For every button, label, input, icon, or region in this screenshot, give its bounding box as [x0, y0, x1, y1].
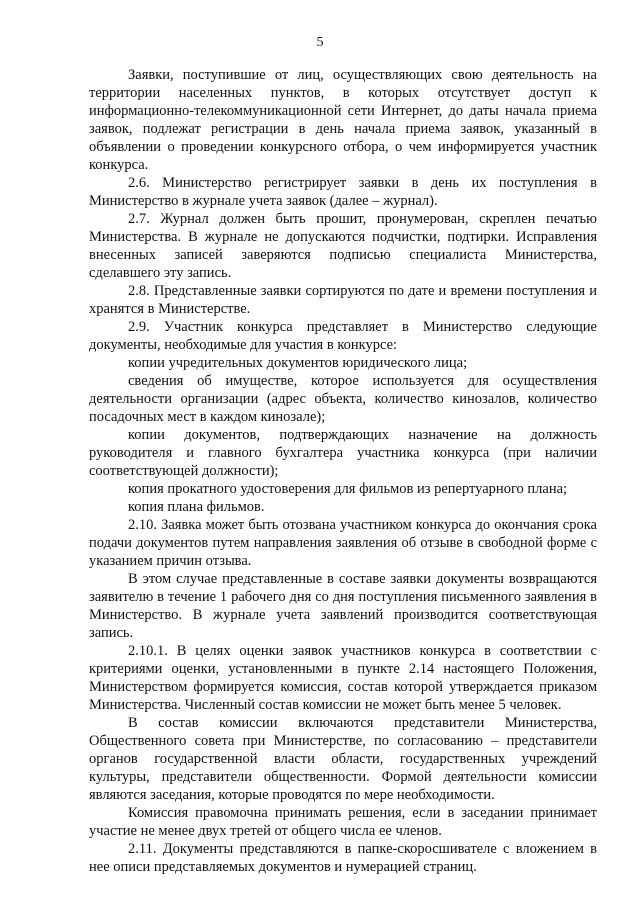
paragraph-2-8: 2.8. Представленные заявки сортируются по дате и времени поступления и хранятся в Министерстве.: [89, 283, 597, 317]
document-body: [89, 66, 597, 876]
paragraph-2-10-1: 2.10.1. В целях оценки заявок участников конкурса в соответствии с критериями оценки, установленными в пункте 2.14 настоящего Положения, Министерством формируется комиссия, состав которой утверждается приказом Министерства. Численный состав комиссии не может быть менее 5 человек.: [89, 643, 597, 713]
paragraph-commission-quorum: Комиссия правомочна принимать решения, если в заседании принимает участие не менее двух третей от общего числа ее членов.: [89, 805, 597, 839]
list-item-property-info: сведения об имуществе, которое используется для осуществления деятельности организации (адрес объекта, количество кинозалов, количество посадочных мест в каждом кинозале);: [89, 373, 597, 425]
list-item-founding-documents: копии учредительных документов юридического лица;: [128, 355, 468, 371]
paragraph-2-11: 2.11. Документы представляются в папке-скоросшивателе с вложением в нее описи представляемых документов и нумерацией страниц.: [89, 841, 597, 875]
paragraph-2-10: 2.10. Заявка может быть отозвана участником конкурса до окончания срока подачи документов путем направления заявления об отзыве в свободной форме с указанием причин отзыва.: [89, 517, 597, 569]
list-item-distribution-certificate: копия прокатного удостоверения для фильмов из репертуарного плана;: [128, 481, 568, 497]
paragraph-withdrawal-return: В этом случае представленные в составе заявки документы возвращаются заявителю в течение 1 рабочего дня со дня поступления письменного заявления в Министерство. В журнале учета заявлений производится соответствующая запись.: [89, 571, 597, 641]
paragraph-2-9: 2.9. Участник конкурса представляет в Министерство следующие документы, необходимые для участия в конкурсе:: [89, 319, 597, 353]
list-item-appointment-documents: копии документов, подтверждающих назначение на должность руководителя и главного бухгалтера участника конкурса (при наличии соответствующей должности);: [89, 427, 597, 479]
paragraph-2-7: 2.7. Журнал должен быть прошит, пронумерован, скреплен печатью Министерства. В журнале не допускаются подчистки, подтирки. Исправления внесенных записей заверяются подписью специалиста Министерства, сделавшего эту запись.: [89, 211, 597, 281]
list-item-film-plan: копия плана фильмов.: [128, 499, 265, 515]
paragraph-applications-no-internet: Заявки, поступившие от лиц, осуществляющих свою деятельность на территории населенных пунктов, в которых отсутствует доступ к информационно-телекоммуникационной сети Интернет, до даты начала приема заявок, подлежат регистрации в день начала приема заявок, указанный в объявлении о проведении конкурсного отбора, о чем информируется участник конкурса.: [89, 67, 597, 173]
page-number: 5: [316, 35, 324, 50]
paragraph-2-6: 2.6. Министерство регистрирует заявки в день их поступления в Министерство в журнале учета заявок (далее – журнал).: [89, 175, 597, 209]
paragraph-commission-composition: В состав комиссии включаются представители Министерства, Общественного совета при Министерстве, по согласованию – представители органов государственной власти области, государственных учреждений культуры, представители общественности. Формой деятельности комиссии являются заседания, которые проводятся по мере необходимости.: [89, 715, 597, 803]
